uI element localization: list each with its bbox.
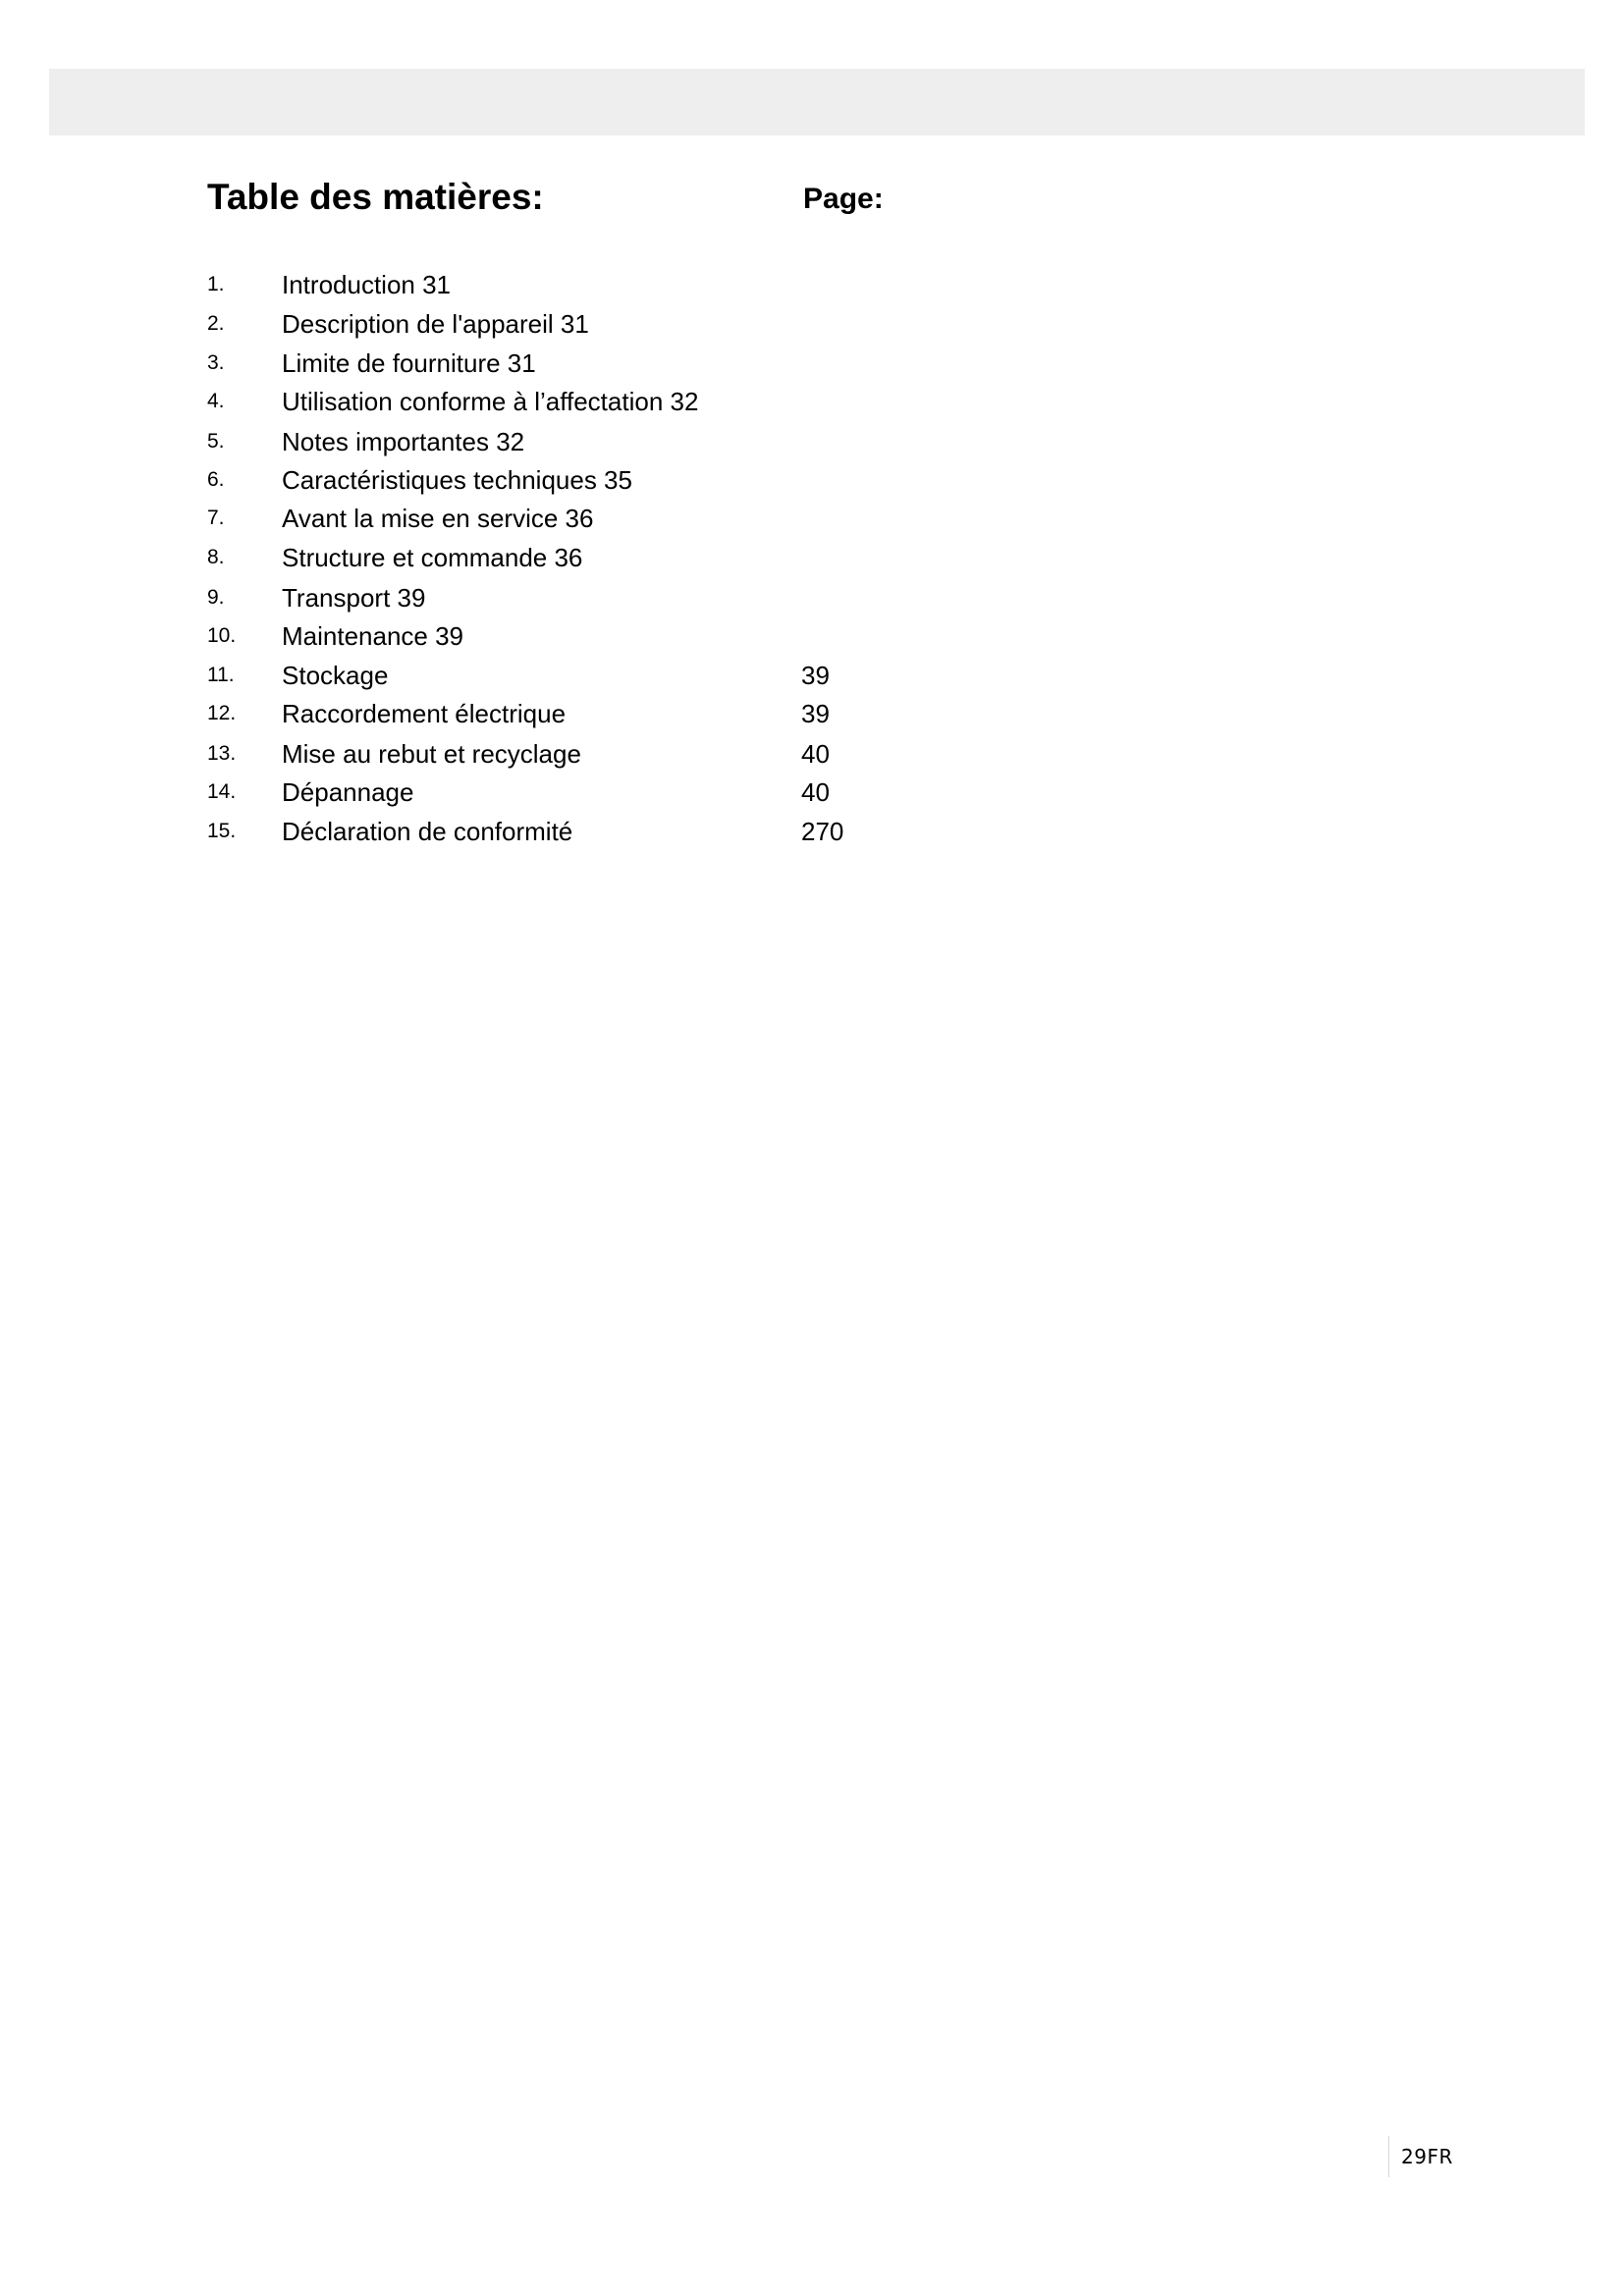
toc-entry bbox=[0, 544, 982, 577]
toc-entry-text: Déclaration de conformité bbox=[282, 817, 573, 846]
toc-entry-text: Transport 39 bbox=[282, 583, 426, 613]
footer-divider bbox=[1388, 2136, 1389, 2177]
toc-entry bbox=[0, 388, 982, 421]
toc-entry-text: Stockage bbox=[282, 661, 389, 690]
toc-entry bbox=[0, 700, 982, 733]
toc-entry-number: 15. bbox=[207, 820, 237, 842]
toc-entry-number: 13. bbox=[207, 742, 237, 765]
toc-entry bbox=[0, 310, 982, 344]
toc-entry-text: Dépannage bbox=[282, 777, 414, 807]
toc-entry bbox=[0, 584, 982, 617]
toc-entry bbox=[0, 778, 982, 812]
toc-entry-page: 39 bbox=[801, 699, 830, 728]
toc-entry bbox=[0, 466, 982, 500]
toc-entry-text: Maintenance 39 bbox=[282, 621, 464, 651]
toc-entry bbox=[0, 271, 982, 304]
toc-entry bbox=[0, 349, 982, 383]
toc-list bbox=[0, 0, 1624, 883]
toc-entry-text: Utilisation conforme à l’affectation 32 bbox=[282, 387, 699, 416]
toc-entry-text: Introduction 31 bbox=[282, 270, 452, 299]
toc-entry-number: 8. bbox=[207, 546, 225, 568]
toc-entry-text: Limite de fourniture 31 bbox=[282, 348, 536, 378]
toc-entry-number: 4. bbox=[207, 390, 225, 412]
toc-entry bbox=[0, 818, 982, 851]
toc-entry-page: 39 bbox=[801, 661, 830, 690]
toc-entry-text: Avant la mise en service 36 bbox=[282, 504, 594, 533]
page-number: 29FR bbox=[1401, 2145, 1453, 2168]
toc-entry-number: 12. bbox=[207, 702, 237, 724]
toc-entry bbox=[0, 428, 982, 461]
toc-entry-text: Raccordement électrique bbox=[282, 699, 567, 728]
toc-entry-number: 2. bbox=[207, 312, 225, 335]
toc-entry-number: 11. bbox=[207, 664, 235, 686]
toc-entry-page: 40 bbox=[801, 739, 830, 769]
toc-entry-number: 9. bbox=[207, 586, 225, 609]
toc-entry bbox=[0, 740, 982, 774]
toc-entry-number: 7. bbox=[207, 507, 225, 529]
toc-entry-number: 14. bbox=[207, 780, 237, 803]
toc-entry-number: 3. bbox=[207, 351, 225, 374]
page-column-heading: Page: bbox=[803, 183, 884, 215]
toc-entry-text: Structure et commande 36 bbox=[282, 543, 583, 572]
toc-entry-number: 5. bbox=[207, 430, 225, 453]
toc-entry-text: Caractéristiques techniques 35 bbox=[282, 465, 632, 495]
toc-entry-text: Description de l'appareil 31 bbox=[282, 309, 589, 339]
toc-entry-number: 6. bbox=[207, 468, 225, 491]
toc-entry-text: Notes importantes 32 bbox=[282, 427, 525, 456]
toc-entry bbox=[0, 622, 982, 656]
toc-entry-number: 1. bbox=[207, 273, 225, 295]
toc-title: Table des matières: bbox=[207, 177, 544, 217]
toc-entry-page: 40 bbox=[801, 777, 830, 807]
toc-entry bbox=[0, 662, 982, 695]
toc-entry-number: 10. bbox=[207, 624, 237, 647]
toc-entry-text: Mise au rebut et recyclage bbox=[282, 739, 581, 769]
toc-entry-page: 270 bbox=[801, 817, 844, 846]
toc-entry bbox=[0, 505, 982, 538]
